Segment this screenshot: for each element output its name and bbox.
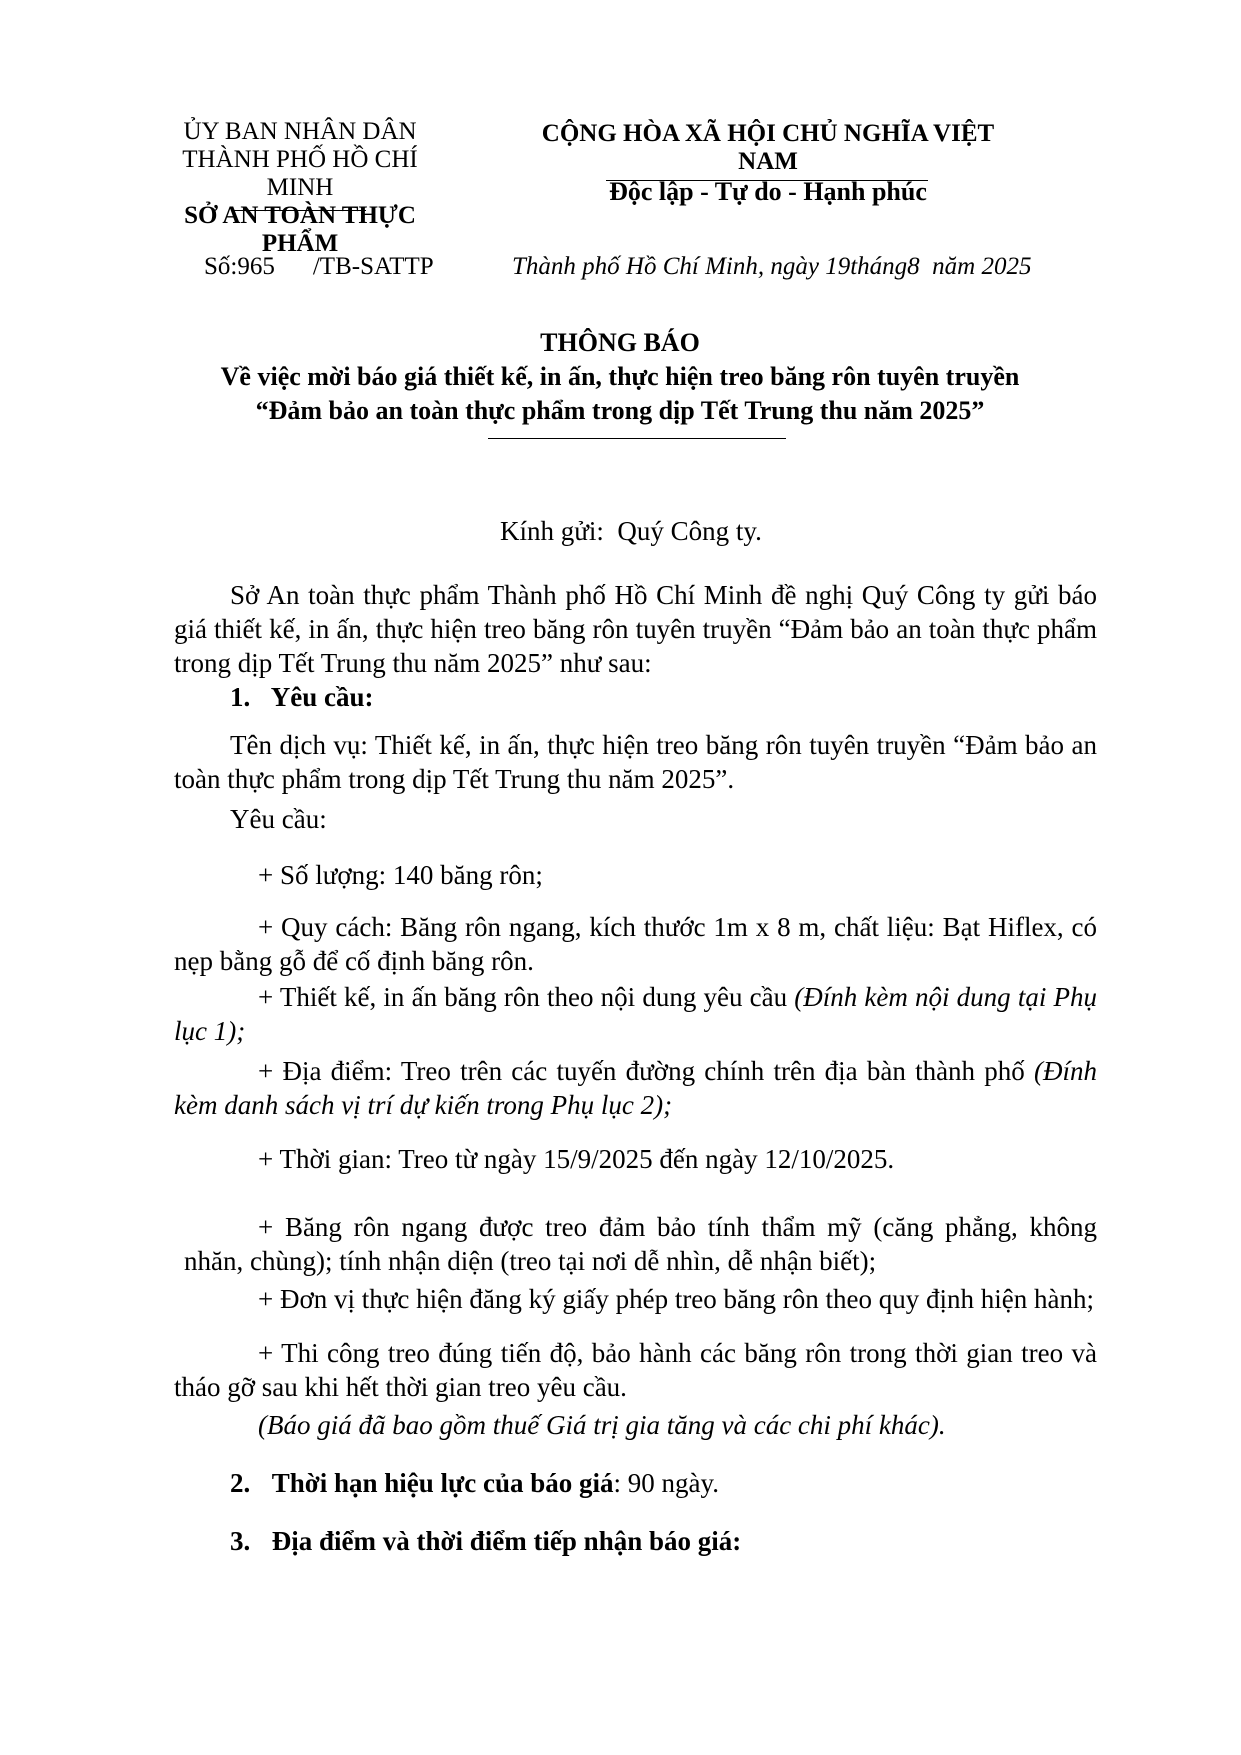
section-2-value: : 90 ngày.	[613, 1468, 719, 1498]
notice-subject-line-2: “Đảm bảo an toàn thực phẩm trong dịp Tết Trung thu năm 2025”	[255, 396, 985, 425]
requirement-text: + Quy cách: Băng rôn ngang, kích thước 1m x 8 m, chất liệu: Bạt Hiflex, có nẹp bằng gỗ để cố định băng rôn.	[174, 912, 1097, 976]
authority-line-2: THÀNH PHỐ HỒ CHÍ MINH	[182, 146, 418, 201]
document-number-prefix: Số:	[204, 253, 238, 280]
notice-heading: THÔNG BÁO	[540, 328, 700, 357]
requirement-item	[174, 1142, 1097, 1176]
requirement-item	[184, 1210, 1097, 1278]
requirement-text: + Thi công treo đúng tiến độ, bảo hành các băng rôn trong thời gian treo và tháo gỡ sau khi hết thời gian treo yêu cầu.	[174, 1338, 1097, 1402]
section-1-number: 1.	[230, 682, 251, 712]
requirement-item	[174, 910, 1097, 978]
requirement-text: + Số lượng: 140 băng rôn;	[258, 860, 543, 890]
intro-text: Sở An toàn thực phẩm Thành phố Hồ Chí Minh đề nghị Quý Công ty gửi báo giá thiết kế, in ấn, thực hiện treo băng rôn tuyên truyền “Đảm bảo an toàn thực phẩm trong dịp Tết Trung thu năm 2025” như sau:	[174, 580, 1097, 678]
section-1-heading	[230, 682, 374, 713]
notice-title	[120, 326, 1120, 428]
requirement-item	[174, 1282, 1097, 1316]
price-note: (Báo giá đã bao gồm thuế Giá trị gia tăng và các chi phí khác).	[258, 1410, 946, 1440]
document-number-value: 965	[237, 253, 275, 280]
section-2-title: Thời hạn hiệu lực của báo giá	[271, 1468, 614, 1498]
document-number-suffix: /TB-SATTP	[312, 253, 434, 280]
section-2-heading	[230, 1468, 719, 1499]
country-name: CỘNG HÒA XÃ HỘI CHỦ NGHĨA VIỆT NAM	[541, 120, 995, 175]
document-number	[204, 253, 434, 281]
requirement-text: + Thời gian: Treo từ ngày 15/9/2025 đến ngày 12/10/2025.	[258, 1144, 895, 1174]
authority-line-1: ỦY BAN NHÂN DÂN	[183, 118, 417, 145]
requirement-text: + Thiết kế, in ấn băng rôn theo nội dung yêu cầu	[258, 982, 795, 1012]
requirements-label: Yêu cầu:	[230, 804, 327, 834]
requirement-item	[174, 980, 1097, 1048]
authority-department: SỞ AN TOÀN THỰC PHẨM	[184, 202, 416, 257]
service-name-paragraph	[174, 728, 1097, 796]
notice-subject-line-1: Về việc mời báo giá thiết kế, in ấn, thực hiện treo băng rôn tuyên truyền	[220, 362, 1020, 391]
requirement-item	[174, 1336, 1097, 1404]
national-motto	[518, 120, 1018, 208]
recipient: Kính gửi: Quý Công ty.	[500, 516, 762, 546]
intro-paragraph	[174, 578, 1097, 680]
requirement-note: (Đính kèm nội dung tại Phụ lục 1);	[174, 982, 1097, 1046]
section-3-heading	[230, 1526, 741, 1557]
section-3-title: Địa điểm và thời điểm tiếp nhận báo giá:	[271, 1526, 742, 1556]
authority-underline	[232, 210, 366, 211]
requirement-note: (Đính kèm danh sách vị trí dự kiến trong Phụ lục 2);	[174, 1056, 1097, 1120]
section-1-title: Yêu cầu:	[270, 682, 374, 712]
title-underline	[488, 438, 786, 439]
motto-underline	[606, 180, 928, 181]
requirement-text: + Băng rôn ngang được treo đảm bảo tính thẩm mỹ (căng phẳng, không nhăn, chùng); tính nhận diện (treo tại nơi dễ nhìn, dễ nhận biết);	[184, 1212, 1097, 1276]
motto: Độc lập - Tự do - Hạnh phúc	[609, 177, 927, 206]
section-2-number: 2.	[230, 1468, 251, 1498]
issuing-authority	[150, 118, 450, 258]
requirement-text: + Đơn vị thực hiện đăng ký giấy phép treo băng rôn theo quy định hiện hành;	[258, 1284, 1094, 1314]
requirement-item	[174, 1054, 1097, 1122]
service-name-text: Tên dịch vụ: Thiết kế, in ấn, thực hiện treo băng rôn tuyên truyền “Đảm bảo an toàn thực phẩm trong dịp Tết Trung thu năm 2025”.	[174, 730, 1097, 794]
requirement-item	[174, 858, 1097, 892]
date-place: Thành phố Hồ Chí Minh, ngày 19tháng8 năm 2025	[512, 253, 1032, 280]
requirement-text: + Địa điểm: Treo trên các tuyến đường chính trên địa bàn thành phố	[258, 1056, 1034, 1086]
section-3-number: 3.	[230, 1526, 251, 1556]
